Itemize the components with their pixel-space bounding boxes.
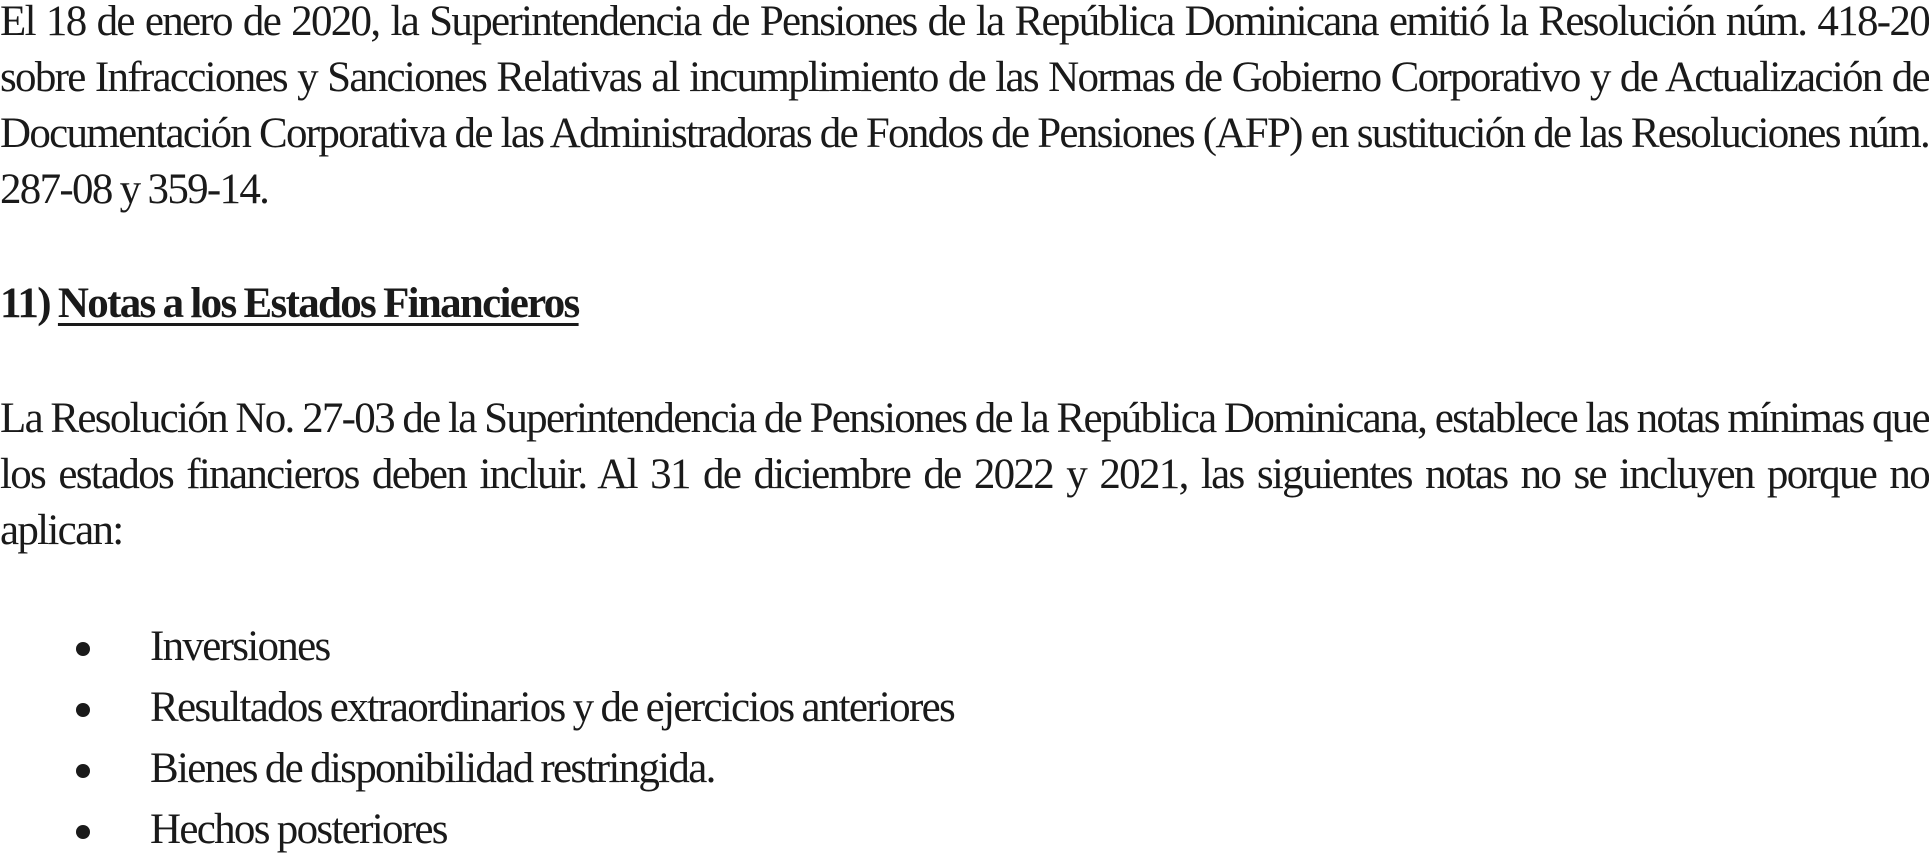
list-item (0, 741, 954, 802)
bullet-icon (76, 642, 90, 656)
bullet-icon (76, 825, 90, 839)
list-item-text: Hechos posteriores (150, 806, 447, 853)
bullet-icon (76, 764, 90, 778)
section-number: 11) (0, 280, 50, 327)
list-item (0, 619, 954, 680)
list-item-text: Inversiones (150, 623, 330, 670)
list-item (0, 680, 954, 741)
section-heading (0, 276, 579, 332)
list-item (0, 802, 954, 863)
bullet-icon (76, 703, 90, 717)
notes-paragraph: La Resolución No. 27-03 de la Superintendencia de Pensiones de la República Dominicana, establece las notas mínimas que los estados financieros deben incluir. Al 31 de diciembre de 2022 y 2021, las siguientes notas no se incluyen porque no aplican: (0, 395, 1929, 554)
list-item-text: Resultados extraordinarios y de ejercicios anteriores (150, 684, 954, 731)
list-item-text: Bienes de disponibilidad restringida. (150, 745, 715, 792)
section-title: Notas a los Estados Financieros (57, 280, 579, 327)
intro-paragraph: El 18 de enero de 2020, la Superintendencia de Pensiones de la República Dominicana emitió la Resolución núm. 418-20 sobre Infracciones y Sanciones Relativas al incumplimiento de las Normas de Gobierno Corporativo y de Actualización de Documentación Corporativa de las Administradoras de Fondos de Pensiones (AFP) en sustitución de las Resoluciones núm. 287-08 y 359-14. (0, 0, 1929, 213)
excluded-notes-list (0, 619, 954, 863)
